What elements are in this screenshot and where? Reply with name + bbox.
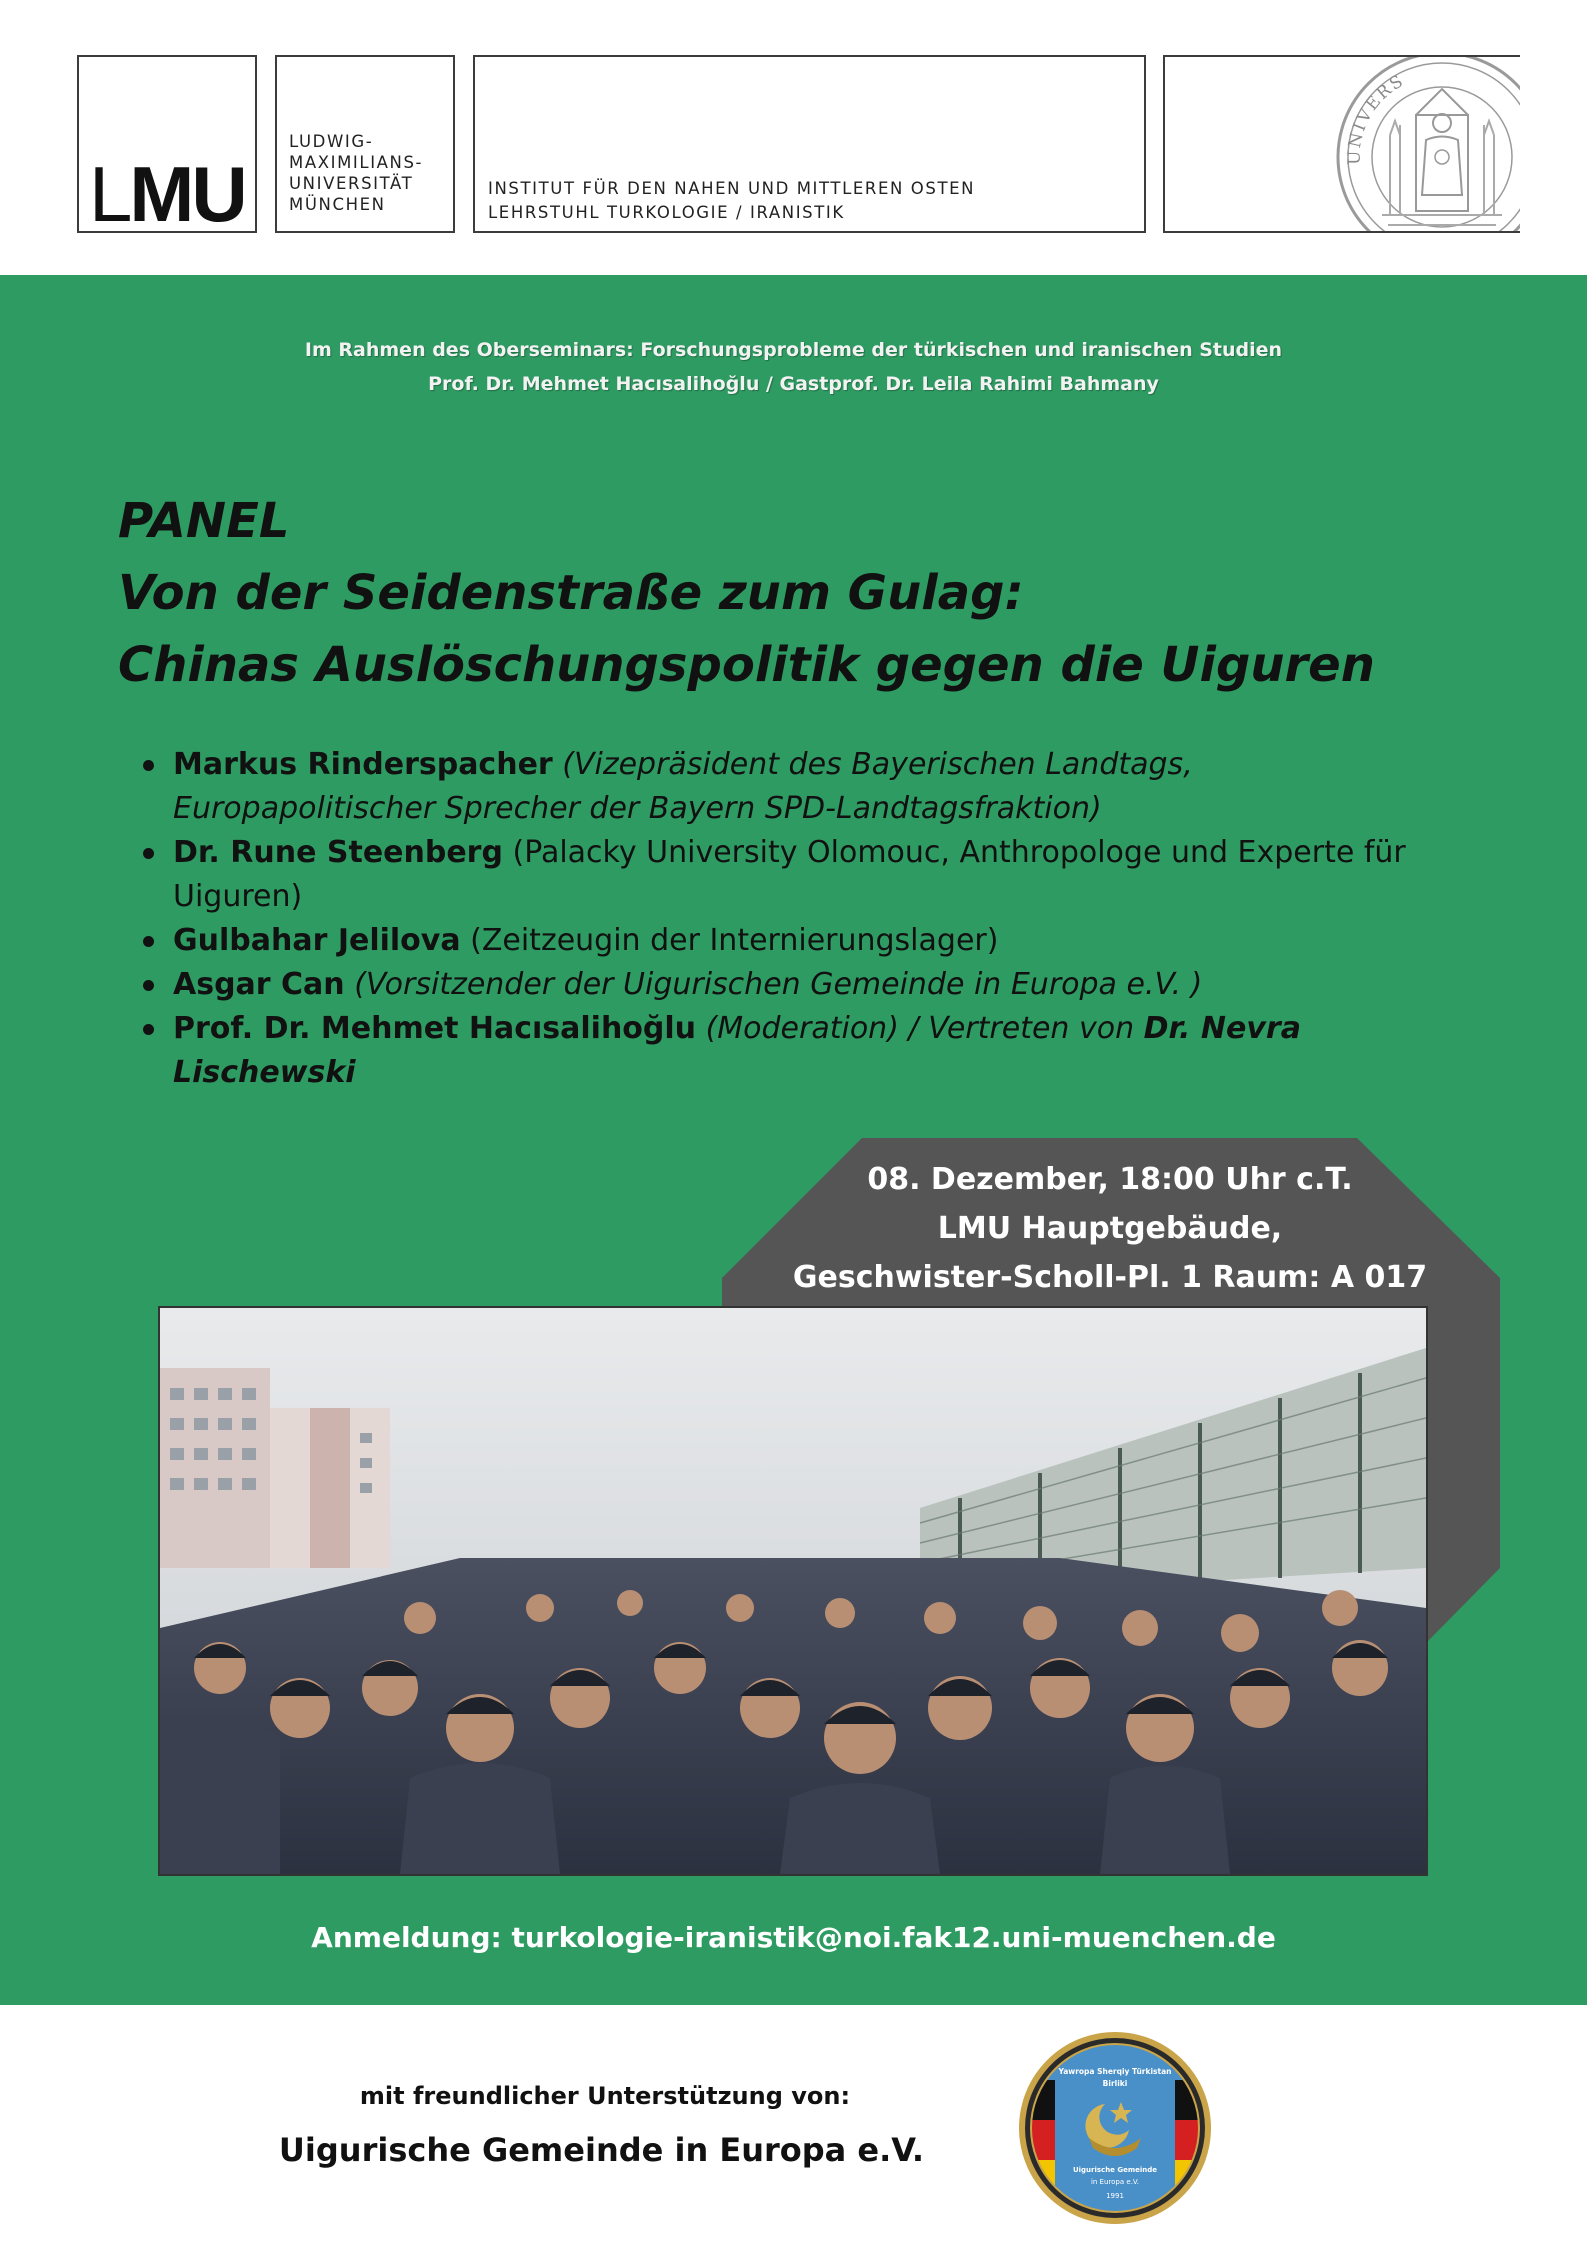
detention-camp-photo-image: [160, 1308, 1426, 1874]
university-seal-box: [1163, 55, 1520, 233]
registration-info: [0, 1920, 1587, 1956]
institute-name: INSTITUT FÜR DEN NAHEN UND MITTLEREN OSTEN LEHRSTUHL TURKOLOGIE / IRANISTIK: [488, 179, 976, 222]
uyghur-community-logo-icon: [1017, 2030, 1213, 2226]
bullet-icon: [143, 760, 154, 771]
event-venue: LMU Hauptgebäude,: [937, 1211, 1283, 1246]
svg-text:Yawropa Sherqiy Türkistan: Yawropa Sherqiy Türkistan: [1058, 2067, 1172, 2076]
svg-text:Uigurische Gemeinde: Uigurische Gemeinde: [1072, 2166, 1158, 2174]
seminar-hosts: Prof. Dr. Mehmet Hacısalihoğlu / Gastprof. Dr. Leila Rahimi Bahmany: [428, 373, 1159, 395]
list-item: [125, 743, 1465, 831]
speaker-name: Markus Rinderspacher: [173, 747, 553, 782]
header: [0, 0, 1587, 275]
bullet-icon: [143, 936, 154, 947]
list-item: [125, 919, 1465, 963]
institute-name-box: [473, 55, 1146, 233]
bullet-icon: [143, 1024, 154, 1035]
panel-title: [118, 485, 1375, 701]
event-details: [765, 1155, 1455, 1302]
speaker-role: (Vizepräsident des Bayerischen Landtags,: [552, 747, 1193, 782]
bullet-icon: [143, 980, 154, 991]
substitute-name: Dr. Nevra Lischewski: [173, 1011, 1301, 1090]
lmu-logo: LMU: [89, 150, 245, 238]
speaker-name: Gulbahar Jelilova: [173, 923, 461, 958]
speaker-role: (Zeitzeugin der Internierungslager): [460, 923, 999, 958]
svg-text:Birliki: Birliki: [1102, 2079, 1128, 2088]
svg-text:in Europa e.V.: in Europa e.V.: [1090, 2178, 1140, 2186]
title-line-3: Chinas Auslöschungspolitik gegen die Uiguren: [118, 637, 1375, 693]
speaker-name: Asgar Can: [173, 967, 345, 1002]
seminar-info: [0, 333, 1587, 401]
support-label: mit freundlicher Unterstützung von:: [359, 2082, 851, 2110]
speaker-name: Dr. Rune Steenberg: [173, 835, 503, 870]
svg-text:1991: 1991: [1106, 2192, 1124, 2200]
registration-email: Anmeldung: turkologie-iranistik@noi.fak12.uni-muenchen.de: [311, 1921, 1276, 1954]
list-item: [125, 1007, 1465, 1095]
main-panel: [0, 275, 1587, 2005]
event-address: Geschwister-Scholl-Pl. 1 Raum: A 017: [792, 1260, 1428, 1295]
speaker-role: (Vorsitzender der Uigurischen Gemeinde in Europa e.V. ): [344, 967, 1203, 1002]
speaker-role-continued: Europapolitischer Sprecher der Bayern SPD-Landtagsfraktion): [173, 791, 1102, 826]
title-line-panel: PANEL: [118, 493, 290, 549]
svg-text:UNIVERS: UNIVERS: [1344, 70, 1409, 166]
speaker-name: Prof. Dr. Mehmet Hacısalihoğlu: [173, 1011, 697, 1046]
event-photo: [158, 1306, 1428, 1876]
speaker-role: (Moderation) / Vertreten von: [696, 1011, 1144, 1046]
seminar-line: Im Rahmen des Oberseminars: Forschungsprobleme der türkischen und iranischen Studien: [304, 339, 1283, 361]
bullet-icon: [143, 848, 154, 859]
university-name-box: [275, 55, 455, 233]
university-name: LUDWIG- MAXIMILIANS- UNIVERSITÄT MÜNCHEN: [289, 132, 424, 214]
lmu-logo-box: [77, 55, 257, 238]
speaker-role: (Palacky University Olomouc, Anthropologe und Experte für: [502, 835, 1406, 870]
event-date: 08. Dezember, 18:00 Uhr c.T.: [867, 1162, 1353, 1197]
list-item: [125, 831, 1465, 919]
speaker-role-continued: Uiguren): [173, 879, 303, 914]
supporting-organization: Uigurische Gemeinde in Europa e.V.: [278, 2131, 925, 2169]
speaker-list: [125, 743, 1465, 1095]
title-line-2: Von der Seidenstraße zum Gulag:: [118, 565, 1024, 621]
list-item: [125, 963, 1465, 1007]
university-seal-icon: [1330, 55, 1520, 233]
